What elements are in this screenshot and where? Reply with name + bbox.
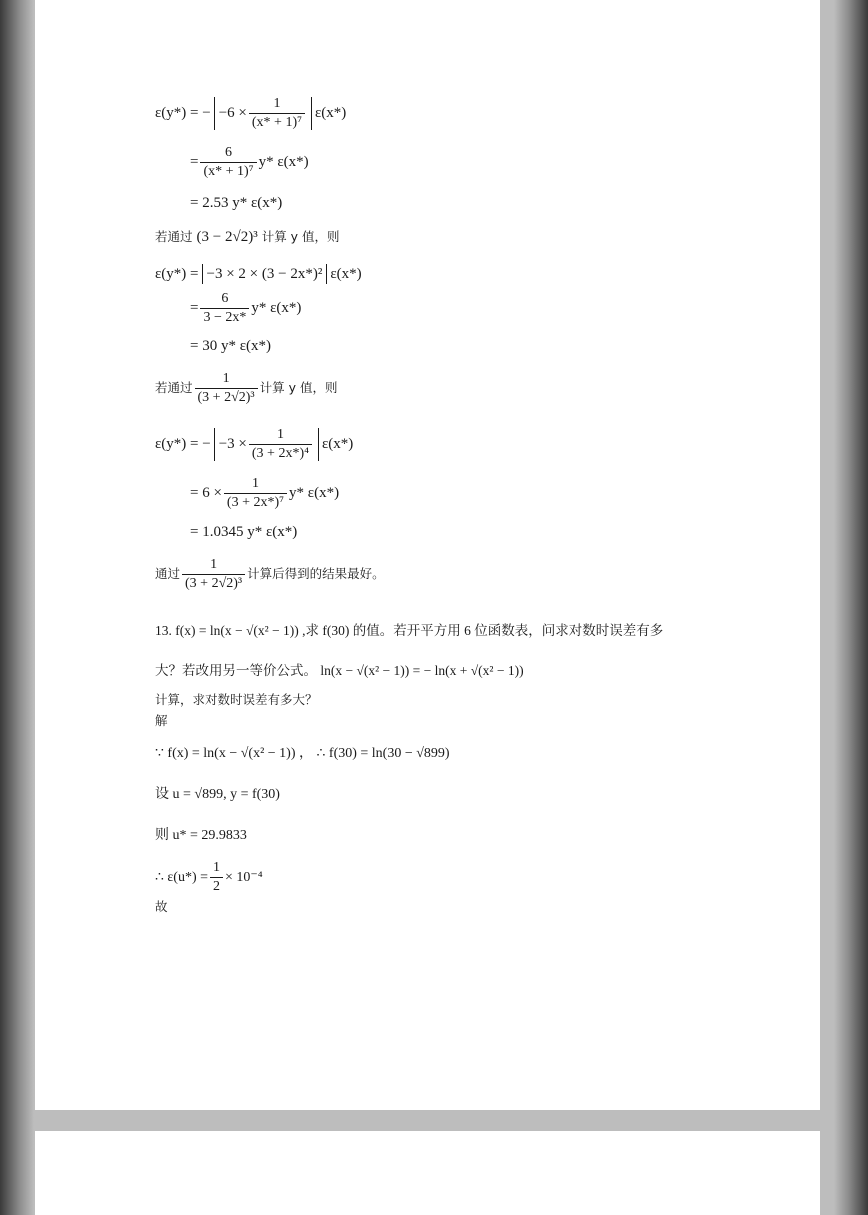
eq-text: ε(x*) [330, 265, 362, 282]
eq-line-7 [155, 428, 353, 461]
text-line-2 [155, 372, 337, 405]
denominator: 3 − 2x* [200, 308, 249, 325]
denominator: (3 + 2√2)³ [195, 388, 258, 405]
eq-text: y* ε(x*) [258, 154, 309, 170]
text-line-1 [155, 230, 340, 245]
eq-text: ε(y*) = [155, 265, 199, 282]
numerator: 1 [251, 476, 259, 491]
denominator: (x* + 1)⁷ [249, 113, 305, 130]
eq-text: y* ε(x*) [289, 485, 340, 501]
solution-line-5: 故 [155, 899, 168, 914]
fraction [249, 428, 312, 461]
numerator: 1 [276, 427, 284, 442]
eq-line-1 [155, 97, 346, 130]
solution-label: 解 [155, 713, 168, 728]
eq-text: = 6 × [190, 485, 222, 501]
eq-line-8 [155, 477, 339, 510]
problem-13-line-1: 13. f(x) = ln(x − √(x² − 1)) ,求 f(30) 的值。若开平方用 6 位函数表，问求对数时误差有多 [155, 623, 664, 638]
problem-13-line-2: 大？若改用另一等价公式。 ln(x − √(x² − 1)) = − ln(x + √(x² − 1)) [155, 663, 524, 678]
eq-text: = [190, 300, 199, 316]
fraction [195, 372, 258, 405]
text: 若通过 [155, 229, 193, 245]
eq-text: ε(x*) [315, 105, 347, 121]
abs-value [202, 264, 328, 284]
eq-text: = [190, 154, 199, 170]
fraction [210, 861, 223, 894]
eq-line-4 [155, 264, 362, 284]
abs-value [214, 428, 319, 461]
text-line-3 [155, 558, 385, 591]
document-page-1 [35, 0, 820, 1110]
denominator: (3 + 2x*)⁷ [224, 493, 287, 510]
numerator: 6 [221, 291, 229, 306]
eq-line-2 [155, 146, 309, 179]
solution-line-2: 设 u = √899, y = f(30) [155, 787, 280, 802]
document-page-2 [35, 1131, 820, 1215]
eq-text: (3 − 2√2)³ [196, 229, 258, 245]
solution-line-1: ∵ f(x) = ln(x − √(x² − 1)) ， ∴ f(30) = ln(30 − √899) [155, 746, 450, 761]
eq-line-5 [155, 292, 301, 325]
fraction [249, 97, 305, 130]
eq-line-6: = 30 y* ε(x*) [190, 338, 271, 354]
text: 计算 y 值，则 [259, 380, 338, 396]
fraction [200, 292, 249, 325]
numerator: 6 [225, 145, 233, 160]
eq-text: × 10⁻⁴ [225, 869, 263, 885]
eq-text: −3 × [218, 436, 247, 452]
eq-text: ∴ ε(u*) = [155, 869, 209, 885]
text: 计算后得到的结果最好。 [247, 566, 385, 582]
fraction [224, 477, 287, 510]
denominator: (3 + 2√2)³ [182, 574, 245, 591]
numerator: 1 [210, 557, 218, 572]
eq-text: −3 × 2 × (3 − 2x*)² [206, 265, 323, 282]
denominator: 2 [210, 877, 223, 894]
denominator: (x* + 1)⁷ [200, 162, 256, 179]
numerator: 1 [222, 371, 230, 386]
eq-text: y* ε(x*) [251, 300, 302, 316]
fraction [182, 558, 245, 591]
text: 通过 [155, 566, 181, 582]
eq-line-9: = 1.0345 y* ε(x*) [190, 524, 298, 540]
problem-13-line-3: 计算，求对数时误差有多大？ [155, 692, 318, 707]
eq-line-3: = 2.53 y* ε(x*) [190, 195, 283, 211]
numerator: 1 [273, 96, 281, 111]
eq-text: −6 × [218, 105, 247, 121]
eq-text: ε(x*) [322, 436, 354, 452]
text: 计算 y 值，则 [261, 229, 340, 245]
denominator: (3 + 2x*)⁴ [249, 444, 312, 461]
eq-text: ε(y*) = − [155, 436, 211, 452]
abs-value [214, 97, 312, 130]
solution-line-3: 则 u* = 29.9833 [155, 828, 247, 843]
text: 若通过 [155, 380, 193, 396]
solution-line-4 [155, 861, 263, 894]
numerator: 1 [213, 860, 221, 875]
fraction [200, 146, 256, 179]
eq-text: ε(y*) = − [155, 105, 211, 121]
